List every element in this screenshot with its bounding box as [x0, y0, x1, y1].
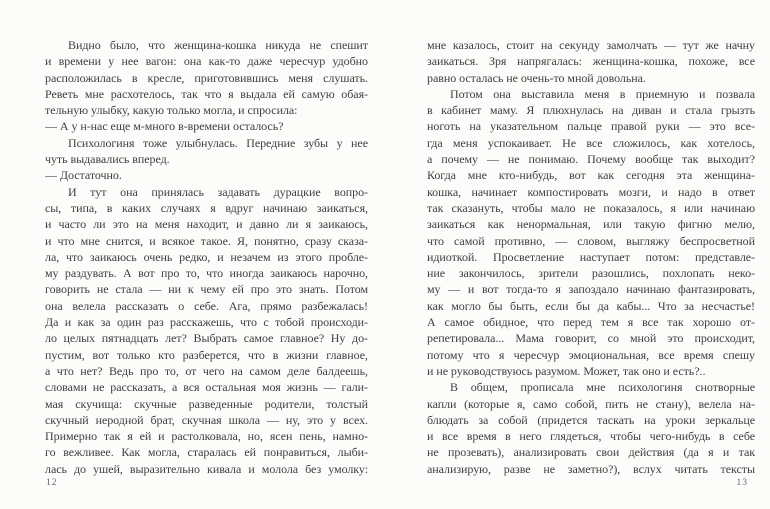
- text-line: блюдать за собой (придется таскать на уроки зеркальце: [427, 412, 755, 427]
- text-line: мне казалось, стоит на секунду замолчать — тут же начну: [427, 38, 755, 52]
- text-line: а что нет? Ведь про то, от чего на самом деле балдеешь,: [45, 363, 368, 378]
- text-line: мая скучища: скучные разведенные родители, толстый: [45, 396, 368, 411]
- page-left-text: [45, 37, 368, 477]
- text-line: — А у н-нас еще м-много в-времени осталось?: [45, 119, 284, 134]
- text-line: как могло бы быть, если бы да кабы... Что за несчастье!: [427, 298, 755, 313]
- text-line: говорить не стала — ни к чему ей про это знать. Потом: [45, 282, 368, 297]
- text-line: в кабинет маму. Я плюхнулась на диван и стала грызть: [427, 103, 755, 118]
- page-number-left: 12: [46, 478, 58, 488]
- text-line: и часто ли это на меня находит, и давно ли я заикаюсь,: [45, 217, 368, 232]
- text-line: скучный неродной брат, скучная школа — ну, это у всех.: [45, 412, 368, 427]
- text-line: и времени у нее вагон: она как-то даже чересчур удобно: [45, 54, 368, 69]
- text-line: анализирую, разве не заметно?), вслух читать тексты: [427, 461, 755, 476]
- text-line: заикаться как ненормальная, или такую фигню мелю,: [427, 217, 755, 232]
- text-line: что самой противно, — словом, выгляжу беспросветной: [427, 233, 755, 248]
- text-line: Реветь мне расхотелось, так что я выдала ей самую обая-: [45, 86, 368, 101]
- text-line: Потом она выставила меня в приемную и позвала: [450, 86, 755, 101]
- text-line: потому что я чересчур эмоциональная, все время спешу: [427, 347, 755, 362]
- text-line: словами не рассказать, а вся остальная моя жизнь — гали-: [45, 380, 368, 395]
- text-line: так сказануть, чтобы мало не показалось, я или начинаю: [427, 200, 755, 215]
- text-line: равно осталась не очень-то мной довольна.: [427, 70, 646, 85]
- text-line: и все время в него глядеться, чтобы чего-нибудь в себе: [427, 429, 755, 444]
- text-line: она велела рассказать о себе. Ага, прямо разбежалась!: [45, 298, 368, 313]
- text-line: В общем, прописала мне психологиня снотворные: [450, 380, 755, 395]
- text-line: го вежливее. Как могла, старалась ей понравиться, лыби-: [45, 445, 368, 460]
- text-line: И тут она принялась задавать дурацкие вопро-: [68, 184, 368, 199]
- text-line: ло целых пятнадцать лет? Выбрать самое главное? Ну до-: [45, 331, 368, 346]
- text-line: ноготь на указательном пальце правой руки — это все-: [427, 119, 755, 134]
- text-line: гда меня успокаивает. Не все сложилось, как хотелось,: [427, 135, 755, 150]
- text-line: расположилась в кресле, приготовившись меня слушать.: [45, 70, 368, 85]
- text-line: Когда мне кто-нибудь, вот как сегодня эта женщина-: [427, 168, 755, 183]
- text-line: тельную улыбку, какую только могла, и спросила:: [45, 103, 298, 118]
- text-line: Психологиня тоже улыбнулась. Передние зубы у нее: [68, 135, 368, 150]
- text-line: кошка, начинает компостировать мозги, и надо в ответ: [427, 184, 755, 199]
- text-line: чуть выдавались вперед.: [45, 152, 170, 167]
- text-line: Примерно так я ей и растолковала, но, ясен пень, намно-: [45, 429, 368, 444]
- page-right-text: [427, 37, 755, 477]
- text-line: А самое обидное, что перед тем я все так хорошо от-: [427, 315, 755, 330]
- text-line: и что мне снится, и всякое такое. Я, понятно, сразу сказа-: [45, 233, 368, 248]
- text-line: лась до ушей, выразительно кивала и молола без умолку:: [45, 461, 368, 476]
- text-line: не прозевать), анализировать свои действия (да я и так: [427, 445, 755, 460]
- text-line: ла, что заикаюсь очень редко, и незачем из этого пробле-: [45, 249, 368, 264]
- text-line: капли (которые я, само собой, пить не стану), велела на-: [427, 396, 755, 411]
- text-line: Видно было, что женщина-кошка никуда не спешит: [68, 38, 368, 52]
- text-line: и не руководствуюсь разумом. Может, так оно и есть?..: [427, 363, 706, 378]
- text-line: му раздувать. А вот про то, что иногда заикаюсь нарочно,: [45, 266, 368, 281]
- text-line: сы, типа, в каких случаях я вдруг начинаю заикаться,: [45, 200, 368, 215]
- text-line: а почему — не понимаю. Почему вообще так выходит?: [427, 152, 755, 167]
- text-line: заикаться. Зря напрягалась: женщина-кошка, похоже, все: [427, 54, 755, 69]
- text-line: Да и как за один раз расскажешь, что с тобой происходи-: [45, 315, 368, 330]
- page-number-right: 13: [736, 478, 748, 488]
- text-line: му — и вот тогда-то я запоздало начинаю фантазировать,: [427, 282, 755, 297]
- text-line: — Достаточно.: [45, 168, 122, 183]
- text-line: репетировала... Мама говорит, со мной это происходит,: [427, 331, 755, 346]
- text-line: ние закончилось, зрители разошлись, похлопать неко-: [427, 266, 755, 281]
- text-line: пустим, вот только кто разберется, что в жизни главное,: [45, 347, 368, 362]
- text-line: идиоткой. Просветление наступает потом: представле-: [427, 249, 755, 264]
